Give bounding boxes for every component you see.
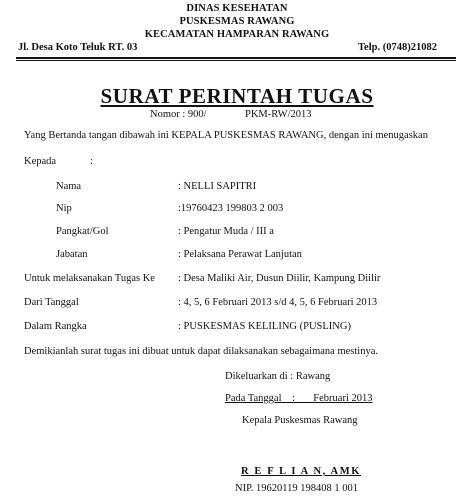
detail-label-task: Untuk melaksanakan Tugas Ke (24, 273, 155, 284)
detail-value-purpose: : PUSKESMAS KELILING (PUSLING) (178, 321, 351, 332)
letterhead-address: Jl. Desa Koto Teluk RT. 03 (18, 42, 138, 53)
district-name: KECAMATAN HAMPARAN RAWANG (144, 29, 330, 40)
letterhead-rule-thick (16, 57, 456, 59)
document-number-prefix: Nomor : 900/ (150, 109, 207, 120)
letterhead-rule-thin (16, 60, 456, 61)
detail-label-purpose: Dalam Rangka (24, 321, 87, 332)
field-value-pangkat: : Pengatur Muda / III a (178, 226, 274, 237)
signer-name: R E F L I A N, AMK (241, 466, 362, 477)
field-label-pangkat: Pangkat/Gol (56, 226, 109, 237)
recipient-label: Kepada (24, 156, 57, 167)
document-number-suffix: PKM-RW/2013 (245, 109, 312, 120)
signer-nip: NIP. 19620119 198408 1 001 (235, 483, 358, 494)
detail-value-task: : Desa Maliki Air, Dusun Diilir, Kampung Diilir (178, 273, 381, 284)
document-title-text: SURAT PERINTAH TUGAS (100, 84, 374, 108)
intro-paragraph: Yang Bertanda tangan dibawah ini KEPALA PUSKESMAS RAWANG, dengan ini menugaskan (24, 130, 428, 141)
field-value-nama: : NELLI SAPITRI (178, 181, 257, 192)
field-label-nama: Nama (56, 181, 82, 192)
field-value-nip: :19760423 199803 2 003 (178, 203, 284, 214)
puskesmas-name: PUSKESMAS RAWANG (179, 16, 295, 27)
agency-name: DINAS KESEHATAN (186, 3, 288, 14)
detail-label-date: Dari Tanggal (24, 297, 79, 308)
detail-value-date: : 4, 5, 6 Februari 2013 s/d 4, 5, 6 Februari 2013 (178, 297, 378, 308)
field-value-jabatan: : Pelaksana Perawat Lanjutan (178, 249, 302, 260)
recipient-colon: : (90, 156, 93, 167)
letterhead-phone: Telp. (0748)21082 (358, 42, 437, 53)
document-title (0, 84, 474, 109)
signer-position: Kepala Puskesmas Rawang (242, 415, 358, 426)
issued-date: Pada Tanggal : Februari 2013 (225, 393, 373, 404)
field-label-nip: Nip (56, 203, 72, 214)
field-label-jabatan: Jabatan (56, 249, 88, 260)
issued-place: Dikeluarkan di : Rawang (225, 371, 331, 382)
closing-paragraph: Demikianlah surat tugas ini dibuat untuk dapat dilaksanakan sebagaimana mestinya. (24, 346, 378, 357)
